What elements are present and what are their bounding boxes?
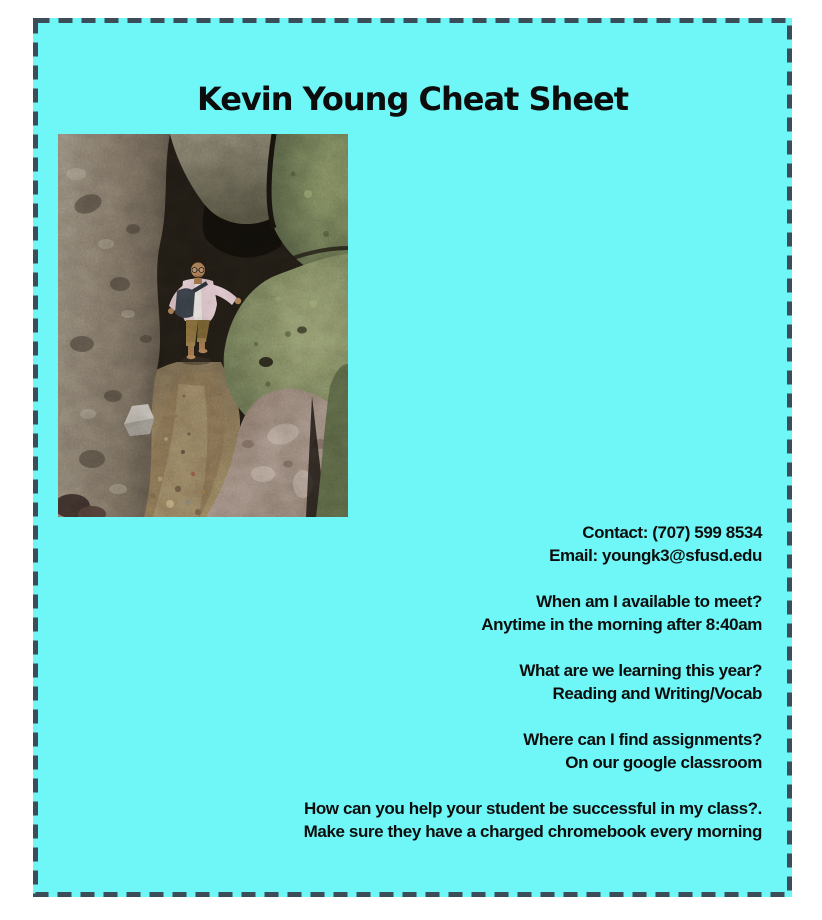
cheat-sheet-card (33, 18, 792, 897)
contact-line: Contact: (707) 599 8534 (582, 523, 762, 542)
help-group (242, 797, 762, 843)
info-block (242, 521, 762, 866)
help-answer: Make sure they have a charged chromebook every morning (303, 822, 762, 841)
canyon-photo (58, 134, 348, 517)
assignments-question: Where can I find assignments? (523, 730, 762, 749)
contact-group (242, 521, 762, 567)
assignments-answer: On our google classroom (565, 753, 762, 772)
availability-question: When am I available to meet? (536, 592, 762, 611)
learning-answer: Reading and Writing/Vocab (552, 684, 762, 703)
learning-question: What are we learning this year? (519, 661, 762, 680)
assignments-group (242, 728, 762, 774)
page-title: Kevin Young Cheat Sheet (196, 80, 629, 118)
availability-group (242, 590, 762, 636)
help-question: How can you help your student be successful in my class?. (303, 799, 762, 818)
email-line: Email: youngk3@sfusd.edu (549, 546, 762, 565)
learning-group (242, 659, 762, 705)
canyon-photo-illustration (58, 134, 348, 517)
availability-answer: Anytime in the morning after 8:40am (481, 615, 762, 634)
